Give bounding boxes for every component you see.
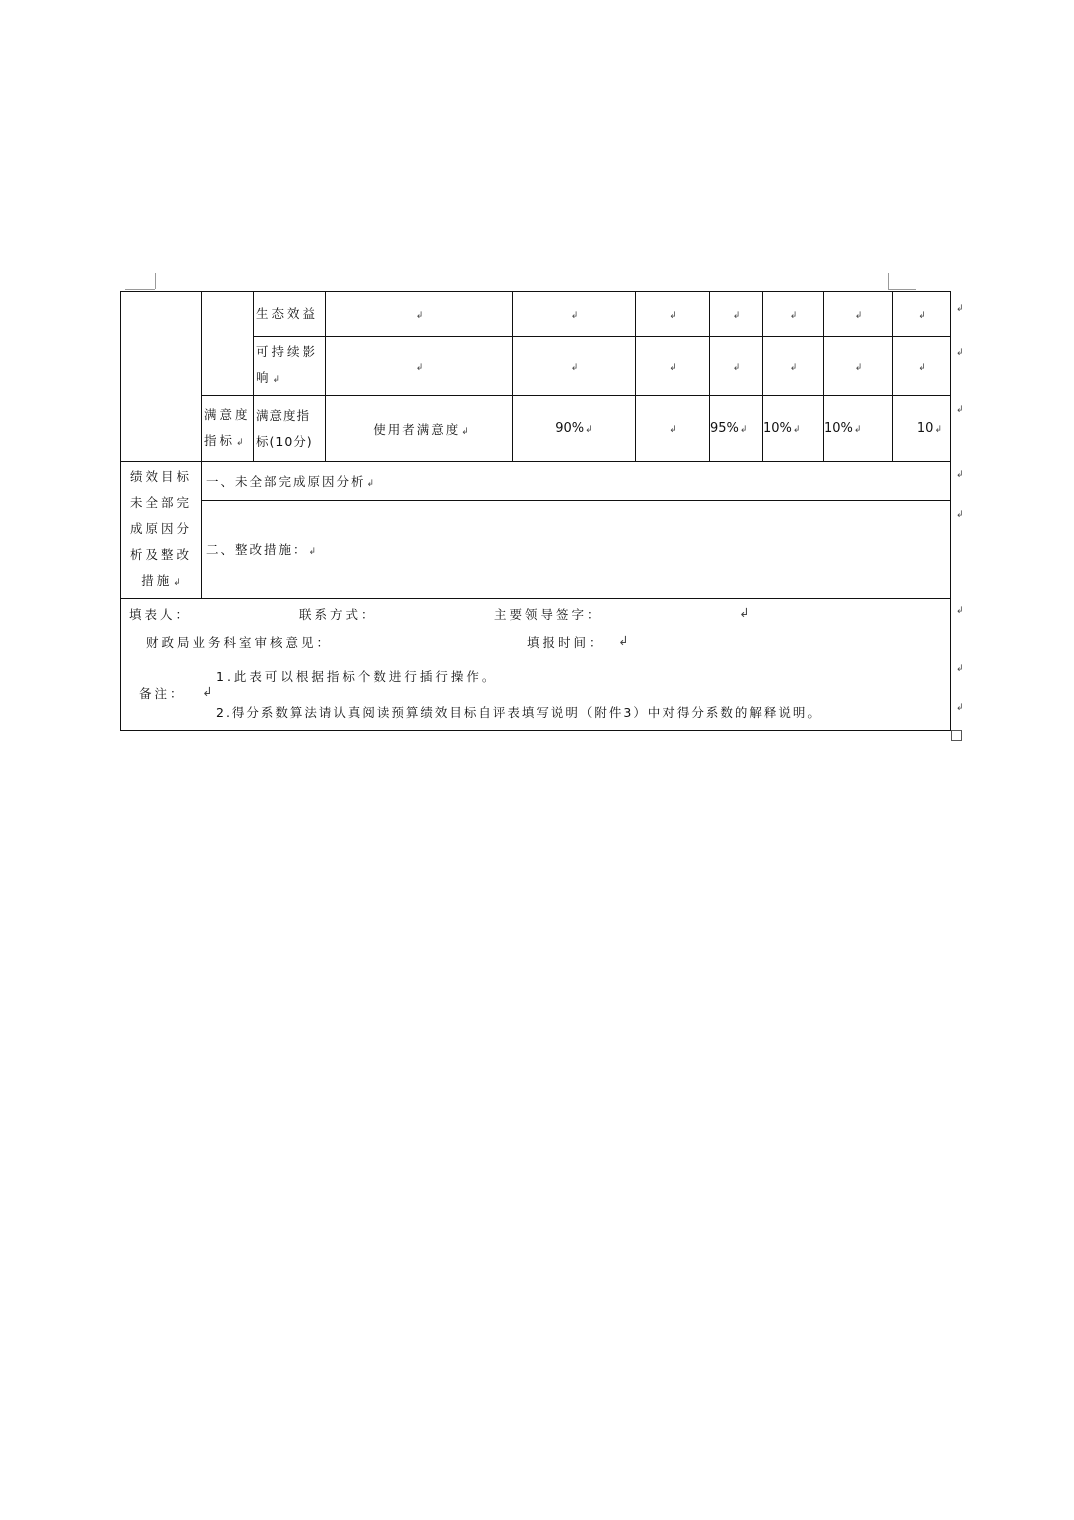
finance-opinion-label: 财政局业务科室审核意见：	[146, 635, 333, 650]
weight-cell: ↲	[763, 337, 824, 396]
index-cell: ↲	[326, 292, 513, 337]
leader-sign-label: 主要领导签字：	[494, 607, 603, 622]
total-cell: ↲	[893, 337, 951, 396]
table-row-analysis-reason	[121, 462, 951, 501]
row-end-mark: ↲	[956, 304, 964, 314]
satisfaction-blank: ↲	[636, 396, 710, 462]
total-cell: ↲	[893, 292, 951, 337]
filler-label: 填表人：	[129, 607, 192, 622]
crop-mark-top-left-vertical	[155, 273, 156, 289]
actual-cell: ↲	[710, 337, 763, 396]
row-end-mark: ↲	[956, 703, 964, 713]
crop-mark-top-right-vertical	[888, 273, 889, 289]
table-row-footer	[121, 599, 951, 731]
annual-target-cell: ↲	[513, 292, 636, 337]
sub-indicator-label: 生态效益	[254, 292, 326, 337]
satisfaction-sub-indicator-label: 满意度指标(10分)	[254, 396, 326, 462]
satisfaction-score: 10%↲	[824, 396, 893, 462]
blank-cell: ↲	[636, 337, 710, 396]
sub-indicator-label: 可持续影响↲	[254, 337, 326, 396]
footer-cell	[121, 599, 951, 731]
row-end-mark: ↲	[956, 348, 964, 358]
row-end-mark: ↲	[956, 470, 964, 480]
performance-evaluation-table	[120, 291, 951, 731]
table-row-analysis-measures	[121, 500, 951, 598]
fill-time-label: 填报时间：	[527, 635, 605, 650]
satisfaction-total: 10↲	[893, 396, 951, 462]
note-2: 2.得分系数算法请认真阅读预算绩效目标自评表填写说明（附件3）中对得分系数的解释说明。	[216, 705, 822, 720]
subcategory-cell-blank	[202, 292, 254, 396]
analysis-reason-text: 一、未全部完成原因分析↲	[202, 462, 951, 501]
row-end-mark: ↲	[956, 664, 964, 674]
remark-label: 备注：	[139, 686, 186, 701]
paragraph-mark: ↲	[739, 605, 753, 620]
weight-cell: ↲	[763, 292, 824, 337]
analysis-label: 绩效目标未全部完成原因分析及整改措施↲	[121, 462, 202, 599]
satisfaction-category-label: 满意度指标↲	[202, 396, 254, 462]
table-row-satisfaction	[121, 396, 951, 462]
satisfaction-weight: 10%↲	[763, 396, 824, 462]
satisfaction-annual-target: 90%↲	[513, 396, 636, 462]
note-1: 1.此表可以根据指标个数进行插行操作。	[216, 669, 498, 684]
score-cell: ↲	[824, 292, 893, 337]
blank-cell: ↲	[636, 292, 710, 337]
row-end-mark: ↲	[956, 510, 964, 520]
contact-label: 联系方式：	[299, 607, 377, 622]
crop-mark-top-right-horizontal	[888, 289, 916, 290]
index-cell: ↲	[326, 337, 513, 396]
paragraph-mark: ↲	[618, 633, 632, 648]
analysis-measures-text: 二、整改措施：↲	[202, 500, 951, 598]
category-cell-blank	[121, 292, 202, 462]
score-cell: ↲	[824, 337, 893, 396]
actual-cell: ↲	[710, 292, 763, 337]
annual-target-cell: ↲	[513, 337, 636, 396]
row-end-mark: ↲	[956, 606, 964, 616]
satisfaction-actual: 95%↲	[710, 396, 763, 462]
paragraph-mark: ↲	[202, 684, 216, 699]
satisfaction-index: 使用者满意度↲	[326, 396, 513, 462]
crop-mark-top-left-horizontal	[125, 289, 155, 290]
table-row-ecological-benefit	[121, 292, 951, 337]
row-end-mark: ↲	[956, 405, 964, 415]
table-end-marker	[951, 730, 962, 741]
